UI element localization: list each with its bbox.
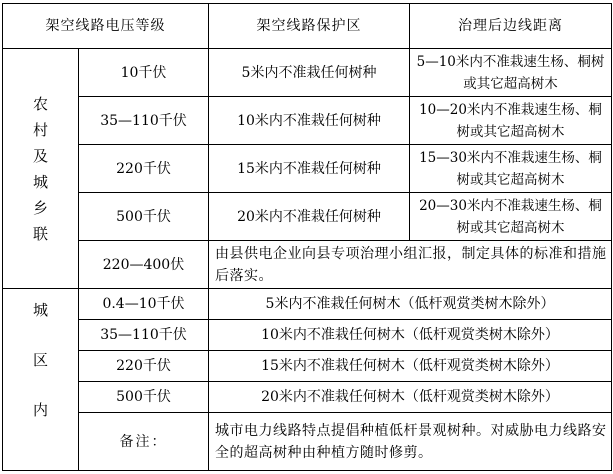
table-row <box>3 97 612 145</box>
distance-cell: 20—30米内不准栽速生杨、桐树或其它超高树木 <box>410 193 612 241</box>
table-row <box>3 320 612 351</box>
region-char: 农 <box>32 94 48 113</box>
table-row <box>3 241 612 289</box>
table-row <box>3 193 612 241</box>
voltage-cell: 220—400伏 <box>79 241 209 289</box>
voltage-cell: 500千伏 <box>79 193 209 241</box>
voltage-cell: 500千伏 <box>79 382 209 413</box>
remark-text: 城市电力线路特点提倡种植低杆景观树种。对威胁电力线路安全的超高树种由种植方随时修剪。 <box>209 413 612 471</box>
table-row <box>3 351 612 382</box>
remark-row <box>3 413 612 471</box>
tree-planting-regulation-table <box>2 3 612 471</box>
distance-cell: 15—30米内不准栽速生杨、桐树或其它超高树木 <box>410 145 612 193</box>
urban-rule-cell: 10米内不准栽任何树木（低杆观赏类树木除外） <box>209 320 612 351</box>
urban-rule-cell: 15米内不准栽任何树木（低杆观赏类树木除外） <box>209 351 612 382</box>
zone-cell: 5米内不准栽任何树种 <box>209 49 410 97</box>
header-row <box>3 4 612 49</box>
voltage-cell: 220千伏 <box>79 145 209 193</box>
voltage-cell: 10千伏 <box>79 49 209 97</box>
rural-region-label <box>3 49 79 289</box>
voltage-cell: 220千伏 <box>79 351 209 382</box>
region-char: 城 <box>32 300 48 319</box>
voltage-cell: 0.4—10千伏 <box>79 289 209 320</box>
special-rule-cell: 由县供电企业向县专项治理小组汇报，制定具体的标准和措施后落实。 <box>209 241 612 289</box>
table-row <box>3 289 612 320</box>
region-char: 村 <box>32 120 48 139</box>
urban-rule-cell: 5米内不准栽任何树木（低杆观赏类树木除外） <box>209 289 612 320</box>
urban-rule-cell: 20米内不准栽任何树木（低杆观赏类树木除外） <box>209 382 612 413</box>
voltage-cell: 35—110千伏 <box>79 320 209 351</box>
header-side-distance: 治理后边线距离 <box>410 4 612 49</box>
table-row <box>3 145 612 193</box>
region-char: 乡 <box>32 198 48 217</box>
voltage-cell: 35—110千伏 <box>79 97 209 145</box>
region-char: 内 <box>32 400 48 419</box>
header-protection-zone: 架空线路保护区 <box>209 4 410 49</box>
region-char: 区 <box>32 350 48 369</box>
table-row <box>3 49 612 97</box>
distance-cell: 5—10米内不准栽速生杨、桐树或其它超高树木 <box>410 49 612 97</box>
region-char: 城 <box>32 172 48 191</box>
distance-cell: 10—20米内不准栽速生杨、桐树或其它超高树木 <box>410 97 612 145</box>
header-voltage-level: 架空线路电压等级 <box>3 4 209 49</box>
remark-label: 备注： <box>79 413 209 471</box>
zone-cell: 15米内不准栽任何树种 <box>209 145 410 193</box>
zone-cell: 20米内不准栽任何树种 <box>209 193 410 241</box>
table-row <box>3 382 612 413</box>
zone-cell: 10米内不准栽任何树种 <box>209 97 410 145</box>
region-char: 及 <box>32 146 48 165</box>
region-char: 联 <box>32 224 48 243</box>
urban-region-label <box>3 289 79 471</box>
